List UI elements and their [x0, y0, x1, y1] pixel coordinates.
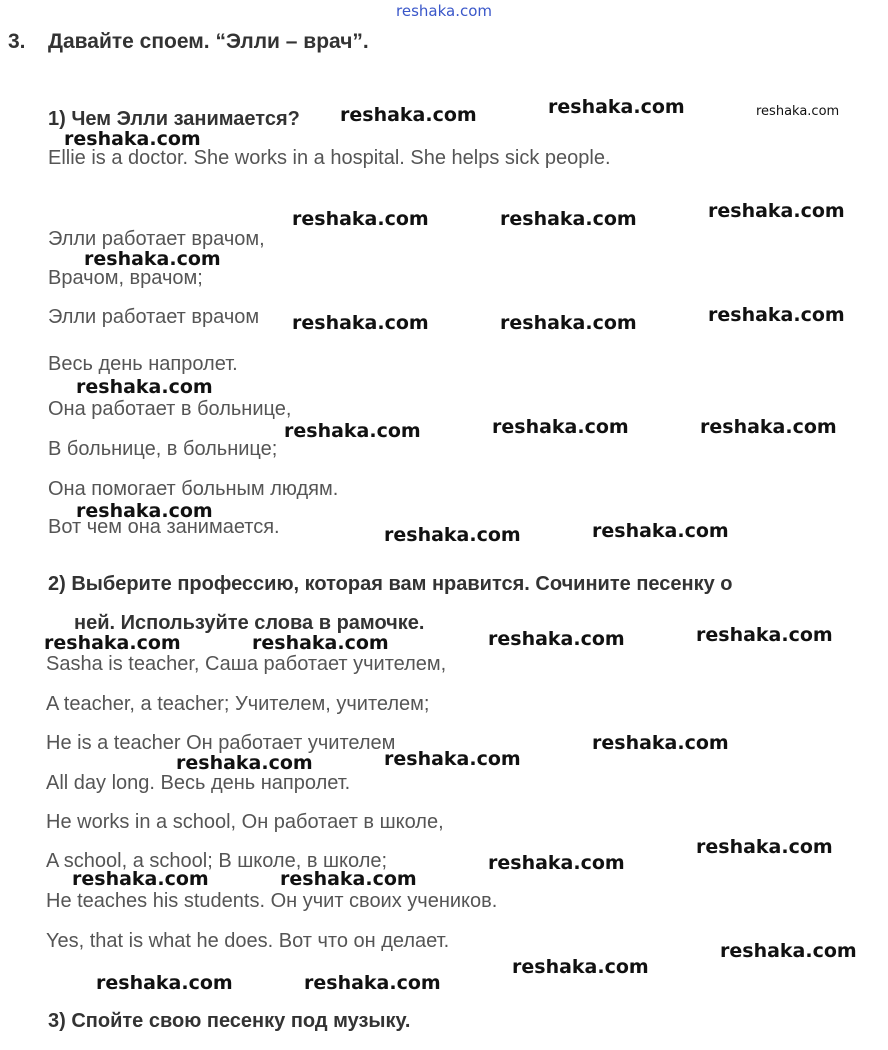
watermark: reshaka.com	[384, 524, 521, 546]
song-line: He works in a school, Он работает в школе,	[46, 811, 444, 833]
watermark: reshaka.com	[696, 836, 833, 858]
watermark: reshaka.com	[84, 248, 221, 270]
watermark: reshaka.com	[708, 200, 845, 222]
watermark: reshaka.com	[592, 732, 729, 754]
watermark: reshaka.com	[44, 632, 181, 654]
song-line: Элли работает врачом,	[48, 228, 265, 250]
song-line: Вот чем она занимается.	[48, 516, 280, 538]
watermark: reshaka.com	[384, 748, 521, 770]
watermark: reshaka.com	[252, 632, 389, 654]
watermark: reshaka.com	[176, 752, 313, 774]
song-line: В больнице, в больнице;	[48, 438, 278, 460]
song-line: All day long. Весь день напролет.	[46, 772, 351, 794]
song-line: He is a teacher Он работает учителем	[46, 732, 396, 754]
task-number: 3.	[8, 30, 26, 53]
watermark: reshaka.com	[96, 972, 233, 994]
part3-heading: 3) Спойте свою песенку под музыку.	[48, 1010, 411, 1032]
watermark: reshaka.com	[304, 972, 441, 994]
song-line: Элли работает врачом	[48, 306, 260, 328]
watermark: reshaka.com	[292, 208, 429, 230]
watermark: reshaka.com	[696, 624, 833, 646]
watermark: reshaka.com	[512, 956, 649, 978]
watermark: reshaka.com	[488, 628, 625, 650]
song-line: He teaches his students. Он учит своих учеников.	[46, 890, 498, 912]
song-line: Она помогает больным людям.	[48, 478, 339, 500]
watermark: reshaka.com	[72, 868, 209, 890]
part2-heading-line2: ней. Используйте слова в рамочке.	[74, 612, 425, 634]
watermark: reshaka.com	[708, 304, 845, 326]
part1-heading: 1) Чем Элли занимается?	[48, 108, 300, 130]
part2-heading-line1: 2) Выберите профессию, которая вам нравится. Сочините песенку о	[48, 573, 733, 595]
song-line: Врачом, врачом;	[48, 267, 203, 289]
watermark: reshaka.com	[492, 416, 629, 438]
watermark: reshaka.com	[284, 420, 421, 442]
watermark: reshaka.com	[500, 208, 637, 230]
watermark: reshaka.com	[720, 940, 857, 962]
watermark: reshaka.com	[340, 104, 477, 126]
part1-intro: Ellie is a doctor. She works in a hospital. She helps sick people.	[48, 147, 611, 169]
song-line: Она работает в больнице,	[48, 398, 292, 420]
task-title: Давайте споем. “Элли – врач”.	[48, 30, 369, 53]
watermark: reshaka.com	[64, 128, 201, 150]
song-line: Sasha is teacher, Саша работает учителем,	[46, 653, 447, 675]
song-line: A school, a school; В школе, в школе;	[46, 850, 388, 872]
watermark: reshaka.com	[488, 852, 625, 874]
song-line: Yes, that is what he does. Вот что он делает.	[46, 930, 450, 952]
song-line: A teacher, a teacher; Учителем, учителем;	[46, 693, 430, 715]
watermark: reshaka.com	[292, 312, 429, 334]
watermark: reshaka.com	[548, 96, 685, 118]
song-line: Весь день напролет.	[48, 353, 238, 375]
watermark: reshaka.com	[756, 104, 840, 119]
watermark: reshaka.com	[76, 376, 213, 398]
watermark: reshaka.com	[76, 500, 213, 522]
watermark: reshaka.com	[280, 868, 417, 890]
header-watermark: reshaka.com	[396, 2, 492, 20]
watermark: reshaka.com	[500, 312, 637, 334]
watermark: reshaka.com	[592, 520, 729, 542]
watermark: reshaka.com	[700, 416, 837, 438]
